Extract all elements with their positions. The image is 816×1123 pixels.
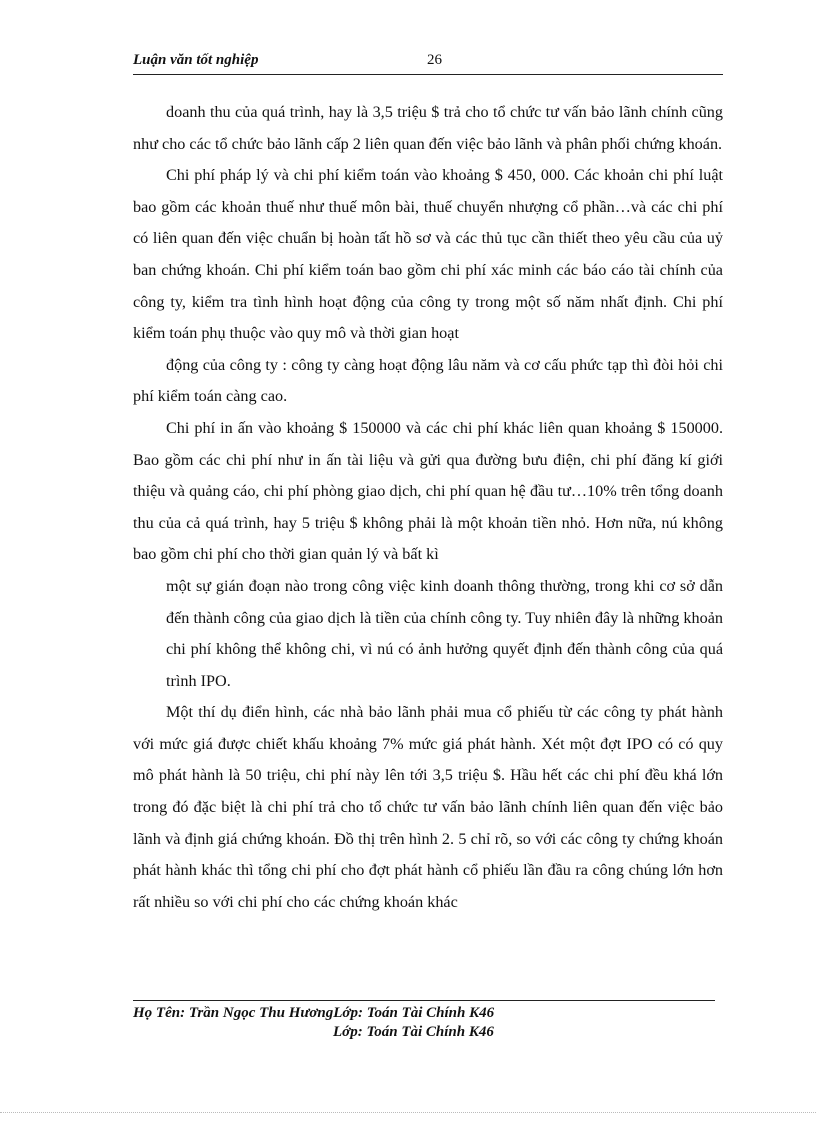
paragraph-printing-continuation: một sự gián đoạn nào trong công việc kinh doanh thông thường, trong khi cơ sở dẫn đến thành công của giao dịch là tiền của chính công ty. Tuy nhiên đây là những khoản chi phí không thể không chi, vì nú có ảnh hưởng quyết định đến thành công của quá trình IPO. xyxy=(166,576,723,690)
header-title: Luận văn tốt nghiệp xyxy=(133,52,259,68)
page-edge-divider xyxy=(0,1112,816,1113)
paragraph-legal-audit-costs: Chi phí pháp lý và chi phí kiểm toán vào khoảng $ 450, 000. Các khoản chi phí luật bao gồm các khoản thuế như thuế môn bài, thuế chuyển nhượng cổ phần…và các chi phí có liên quan đến việc chuẩn bị hoàn tất hồ sơ và các thủ tục cần thiết theo yêu cầu của uỷ ban chứng khoán. Chi phí kiểm toán bao gồm chi phí xác minh các báo cáo tài chính của công ty, kiểm tra tình hình hoạt động của công ty trong một số năm nhất định. Chi phí kiểm toán phụ thuộc vào quy mô và thời gian hoạt xyxy=(133,166,723,343)
page-header xyxy=(133,52,723,75)
footer-author: Họ Tên: Trần Ngọc Thu HươngLớp: Toán Tài Chính K46 xyxy=(133,1005,495,1021)
page-number: 26 xyxy=(427,52,442,68)
paragraph-printing-costs: Chi phí in ấn vào khoảng $ 150000 và các chi phí khác liên quan khoảng $ 150000. Bao gồm các chi phí như in ấn tài liệu và gửi qua đường bưu điện, chi phí đăng kí giới thiệu và quảng cáo, chi phí phòng giao dịch, chi phí quan hệ đầu tư…10% trên tổng doanh thu của cả quá trình, hay 5 triệu $ không phải là một khoản tiền nhỏ. Hơn nữa, nú không bao gồm chi phí cho thời gian quản lý và bất kì xyxy=(133,418,723,564)
paragraph-revenue-fee: doanh thu của quá trình, hay là 3,5 triệu $ trả cho tổ chức tư vấn bảo lãnh chính cũng như cho các tổ chức bảo lãnh cấp 2 liên quan đến việc bảo lãnh và phân phối chứng khoán. xyxy=(133,103,723,153)
document-body xyxy=(133,97,723,918)
paragraph-ipo-example: Một thí dụ điển hình, các nhà bảo lãnh phải mua cổ phiếu từ các công ty phát hành với mức giá được chiết khấu khoảng 7% mức giá phát hành. Xét một đợt IPO có có quy mô phát hành là 50 triệu, chi phí này lên tới 3,5 triệu $. Hầu hết các chi phí đều khá lớn trong đó đặc biệt là chi phí trả cho tổ chức tư vấn bảo lãnh chính liên quan đến việc bảo lãnh và định giá chứng khoán. Đồ thị trên hình 2. 5 chỉ rõ, so với các công ty chứng khoán phát hành khác thì tổng chi phí cho đợt phát hành cổ phiếu lần đầu ra công chúng lớn hơn rất nhiều so với chi phí cho các chứng khoán khác xyxy=(133,703,723,911)
footer-divider xyxy=(133,1000,715,1001)
footer-class: Lớp: Toán Tài Chính K46 xyxy=(333,1024,494,1040)
paragraph-audit-continuation: động của công ty : công ty càng hoạt động lâu năm và cơ cấu phức tạp thì đòi hỏi chi phí kiểm toán càng cao. xyxy=(133,355,723,406)
